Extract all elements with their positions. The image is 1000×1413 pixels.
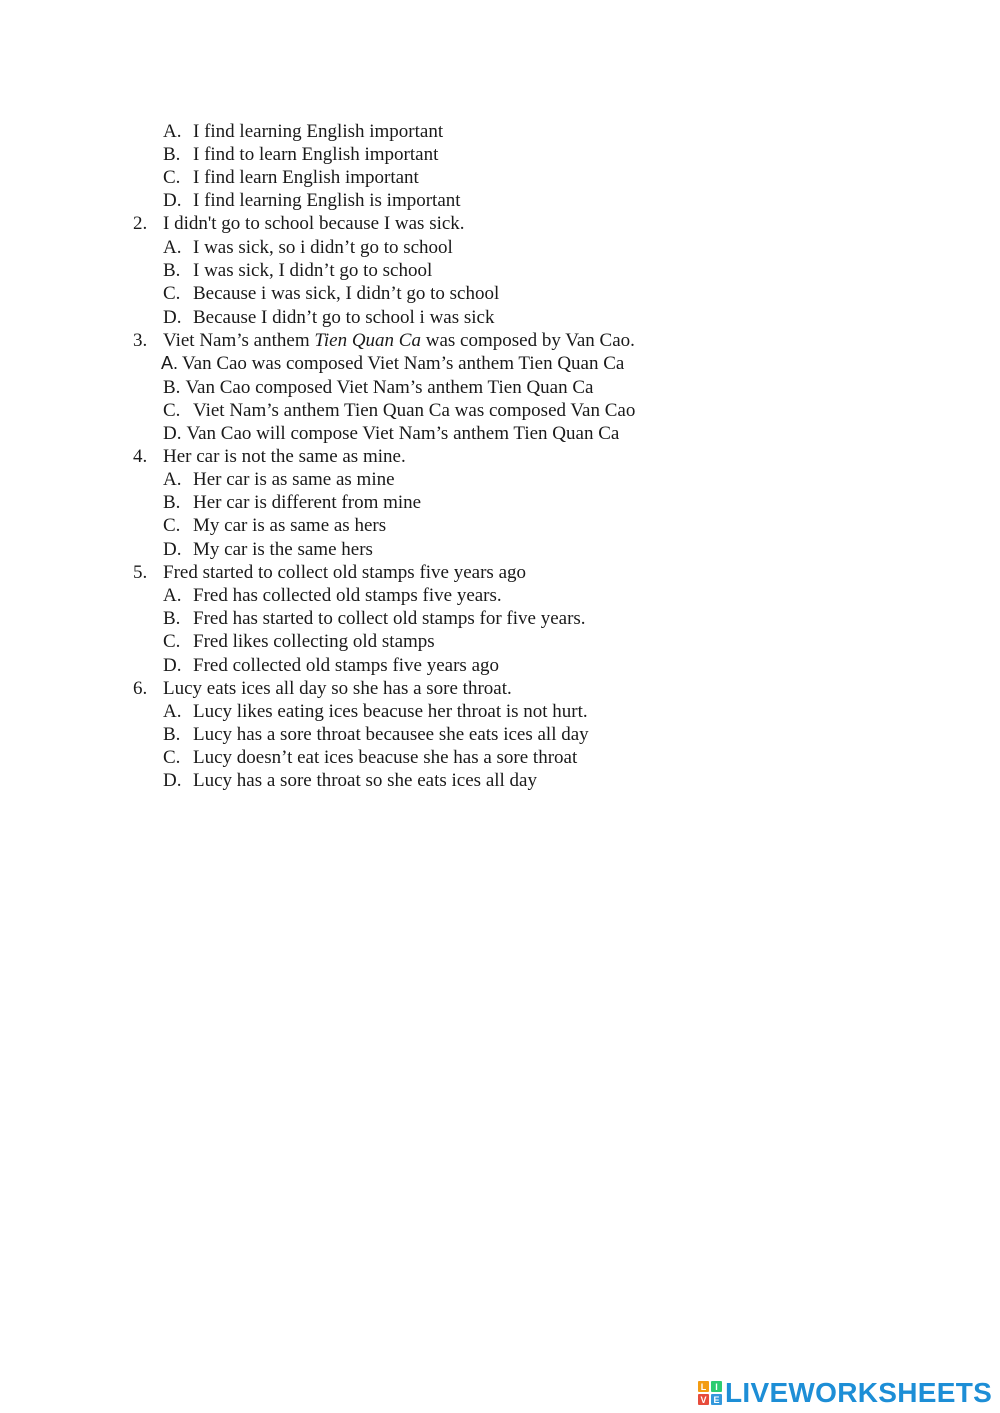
q1-option-b[interactable]: B. I find to learn English important <box>163 144 439 165</box>
q5-option-c[interactable]: C. Fred likes collecting old stamps <box>163 631 435 652</box>
q2-option-d[interactable]: D. Because I didn’t go to school i was sick <box>163 307 495 328</box>
q2-stem: 2. I didn't go to school because I was sick. <box>133 213 465 234</box>
q3-option-d[interactable]: D. Van Cao will compose Viet Nam’s anthem Tien Quan Ca <box>163 423 620 444</box>
q4-stem: 4. Her car is not the same as mine. <box>133 446 406 467</box>
q3-option-a[interactable]: A. Van Cao was composed Viet Nam’s anthem Tien Quan Ca <box>161 353 625 374</box>
liveworksheets-logo-icon <box>698 1381 722 1405</box>
q3-option-b[interactable]: B. Van Cao composed Viet Nam’s anthem Tien Quan Ca <box>163 377 594 398</box>
q3-stem: 3. Viet Nam’s anthem Tien Quan Ca was composed by Van Cao. <box>133 330 635 351</box>
q6-stem: 6. Lucy eats ices all day so she has a sore throat. <box>133 678 512 699</box>
liveworksheets-wordmark: LIVEWORKSHEETS <box>725 1377 993 1408</box>
q1-option-a[interactable]: A. I find learning English important <box>163 121 444 142</box>
q5-option-a[interactable]: A. Fred has collected old stamps five years. <box>163 585 502 606</box>
logo-tile-i: I <box>711 1381 722 1392</box>
q4-option-a[interactable]: A. Her car is as same as mine <box>163 469 395 490</box>
logo-tile-e: E <box>711 1394 722 1405</box>
logo-tile-l: L <box>698 1381 709 1392</box>
q6-option-d[interactable]: D. Lucy has a sore throat so she eats ices all day <box>163 770 537 791</box>
q4-option-d[interactable]: D. My car is the same hers <box>163 539 373 560</box>
q5-stem: 5. Fred started to collect old stamps five years ago <box>133 562 527 583</box>
q4-option-b[interactable]: B. Her car is different from mine <box>163 492 422 513</box>
q5-option-d[interactable]: D. Fred collected old stamps five years ago <box>163 655 500 676</box>
q6-option-b[interactable]: B. Lucy has a sore throat becausee she eats ices all day <box>163 724 589 745</box>
q3-anthem-title: Tien Quan Ca <box>314 330 421 351</box>
q1-option-d[interactable]: D. I find learning English is important <box>163 190 461 211</box>
q1-option-c[interactable]: C. I find learn English important <box>163 167 419 188</box>
q5-option-b[interactable]: B. Fred has started to collect old stamps for five years. <box>163 608 586 629</box>
q6-option-a[interactable]: A. Lucy likes eating ices beacuse her throat is not hurt. <box>163 701 588 722</box>
q3-option-c[interactable]: C. Viet Nam’s anthem Tien Quan Ca was composed Van Cao <box>163 400 636 421</box>
q2-option-b[interactable]: B. I was sick, I didn’t go to school <box>163 260 433 281</box>
q2-option-c[interactable]: C. Because i was sick, I didn’t go to school <box>163 283 500 304</box>
liveworksheets-logo <box>698 1378 992 1408</box>
q2-option-a[interactable]: A. I was sick, so i didn’t go to school <box>163 237 453 258</box>
logo-tile-v: V <box>698 1394 709 1405</box>
q4-option-c[interactable]: C. My car is as same as hers <box>163 515 387 536</box>
q6-option-c[interactable]: C. Lucy doesn’t eat ices beacuse she has a sore throat <box>163 747 578 768</box>
